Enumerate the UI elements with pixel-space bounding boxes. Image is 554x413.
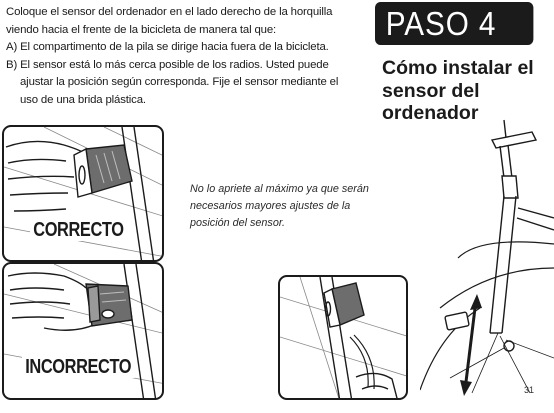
- bicycle-fork-illustration: [420, 118, 554, 398]
- instructions: [6, 4, 358, 110]
- zip-tie-panel: [278, 275, 408, 400]
- zip-tie-illustration: [280, 277, 408, 400]
- instructions-lead: Coloque el sensor del ordenador en el lado derecho de la horquilla viendo hacia el frente de la bicicleta de manera tal que:: [6, 6, 333, 36]
- instructions-item-a: A) El compartimento de la pila se dirige hacia fuera de la bicicleta.: [6, 41, 329, 54]
- incorrect-label: INCORRECTO: [22, 356, 134, 378]
- correct-sensor-illustration: [4, 127, 164, 262]
- section-title: Cómo instalar el sensor del ordenador: [382, 57, 534, 124]
- correct-label: CORRECTO: [30, 219, 127, 241]
- step-badge: PASO 4: [375, 2, 533, 45]
- correct-panel: [2, 125, 164, 262]
- tightening-note: No lo apriete al máximo ya que serán necesarios mayores ajustes de la posición del sensor.: [190, 183, 369, 229]
- instructions-item-b: B) El sensor está lo más cerca posible de los radios. Usted puede ajustar la posición según corresponda. Fije el sensor mediante el uso de una brida plástica.: [6, 58, 339, 106]
- page-number: 31: [524, 385, 535, 395]
- incorrect-sensor-illustration: [4, 264, 164, 400]
- incorrect-panel: [2, 262, 164, 400]
